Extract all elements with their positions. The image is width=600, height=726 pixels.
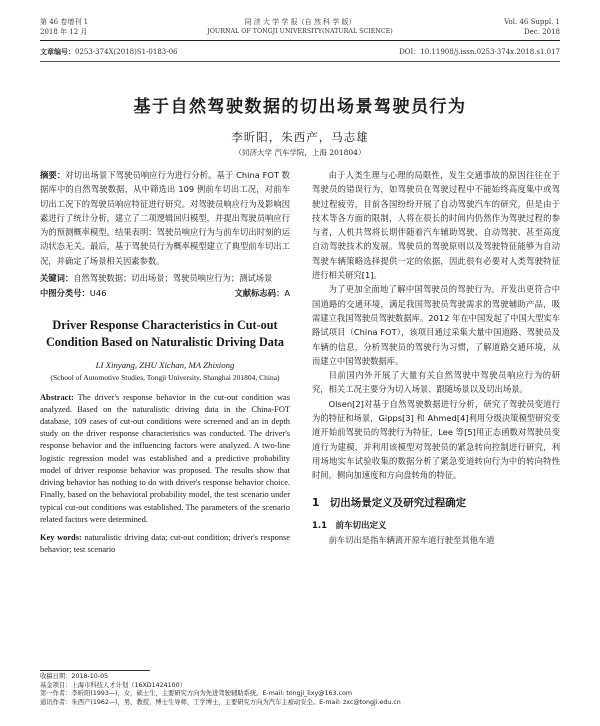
keywords-cn-label: 关键词： — [40, 273, 74, 284]
article-no: 0253-374X(2018)S1-0183-06 — [75, 48, 178, 56]
keywords-en-text: naturalistic driving data; cut-out condition; driver's response behavior; test scenario — [40, 532, 290, 555]
keywords-en — [40, 532, 290, 556]
clc-label: 中图分类号： — [40, 288, 90, 299]
journal-volume-en: Vol. 46 Suppl. 1 — [504, 18, 560, 26]
journal-date-en: Dec. 2018 — [524, 28, 560, 36]
body-paragraph-4: Olsen[2]对基于自然驾驶数据进行分析，研究了驾驶员变道行为的特征和场景，Gipps[3] 和 Ahmed[4]利用分级决策模型研究变道开始前驾驶员的驾驶行为特征，Lee 等[5]用正态函数对驾驶员变道行为建模，并利用该模型对驾驶员的紧急转向控制进行研究，利用场地实车试验收集的数据分析了紧急变道转向行为中的转向特性时间，侧向加速度和方向盘转角的特征。 — [312, 398, 560, 481]
meta-rule — [40, 61, 560, 62]
abstract-cn-text: 对切出场景下驾驶员响应行为进行分析。基于 China FOT 数据库中的自然驾驶数据，从中筛选出 109 例前车切出工况，对前车切出工况下的驾驶员响应特征进行研究。对驾驶员响应行为及影响因素进行了统计分析，建立了二项逻辑回归模型，并提出驾驶员响应行为的预测概率模型。结果表明：驾驶员响应行为与前车切出时刻的运动状态无关。最后，基于驾驶员行为概率模型建立了典型前车切出工况，并确定了场景相关因素参数。 — [40, 170, 290, 266]
clc-value: U46 — [89, 288, 107, 299]
keywords-cn — [40, 271, 290, 285]
keywords-cn-text: 自然驾驶数据；切出场景；驾驶员响应行为；测试场景 — [73, 273, 273, 284]
header-rule — [40, 40, 560, 41]
footnote-received: 收稿日期：2018-10-05 — [40, 673, 109, 680]
article-no-label: 文章编号： — [40, 48, 75, 56]
journal-name-cn: 同 济 大 学 学 报（自 然 科 学 版） — [244, 18, 356, 26]
footnote-author2: 通讯作者：朱西产(1962—)，男，教授，博士生导师，工学博士，主要研究方向为汽车主被动安全。E-mail: zxc@tongji.edu.cn — [40, 698, 401, 706]
section-1-title: 1 切出场景定义及研究过程确定 — [312, 496, 467, 509]
abstract-cn — [40, 168, 290, 268]
abstract-en-label: Abstract: — [40, 392, 74, 402]
keywords-en-label: Key words: — [40, 532, 82, 542]
body-paragraph-2: 为了更加全面地了解中国驾驶员的驾驶行为，开发出更符合中国道路的交通环境，满足我国驾驶员驾驶需求的驾驶辅助产品，吸需建立我国驾驶员驾驶数据库。2012 年在中国发起了中国大型实车路试项目（China FOT），该项目通过采集大量中国道路、驾驶员及车辆的信息，分析驾驶员的驾驶行为习惯，了解道路交通环境，从而建立中国驾驶数据库。 — [312, 284, 560, 366]
footnote-rule — [40, 670, 150, 671]
body-paragraph-3: 目前国内外开展了大量有关自然驾驶中驾驶员响应行为的研究，相关工况主要分为切入场景、跟随场景以及切出场景。 — [312, 370, 560, 395]
abstract-cn-label: 摘要： — [40, 170, 66, 180]
authors-cn: 李昕阳，朱西产，马志雄 — [231, 130, 369, 144]
section-1-1-text: 前车切出是指车辆离开原车道行驶至其他车道 — [328, 534, 495, 545]
abstract-en — [40, 392, 290, 526]
journal-volume: 第 46 卷增刊 1 — [40, 18, 89, 26]
clc — [40, 286, 106, 300]
authors-en: LI Xinyang, ZHU Xichan, MA Zhixiong — [95, 359, 235, 370]
doc-code — [235, 286, 290, 300]
doc-code-value: A — [284, 288, 290, 299]
journal-date: 2018 年 12 月 — [40, 28, 88, 36]
footnote-author1: 第一作者：李昕阳(1993—)，女，硕士生，主要研究方向为先进驾驶辅助系统。E-mail: tongji_lixy@163.com — [40, 690, 352, 698]
paper-title-en: Driver Response Characteristics in Cut-out Condition Based on Naturalistic Driving Data — [45, 317, 284, 349]
footnote-fund: 基金项目：上海市科技人才计划（16XD1424100） — [40, 681, 186, 689]
section-1-1-title: 1.1 前车切出定义 — [312, 520, 387, 531]
journal-name-en: JOURNAL OF TONGJI UNIVERSITY(NATURAL SCIENCE) — [207, 28, 393, 35]
doc-code-label: 文献标志码： — [234, 288, 285, 299]
paper-title-cn: 基于自然驾驶数据的切出场景驾驶员行为 — [133, 97, 467, 117]
abstract-en-text: The driver's response behavior in the cut-out condition was analyzed. Based on the naturalistic driving data in the China-FOT database, 109 cases of cut-out conditions were screened and an in depth study on the driver response characteristics was conducted. The driver's response behavior and the influencing factors were analyzed. A two-line logistic regression model was established and a predictive probability model of driver response behavior was proposed. The results show that driving behavior has nothing to do with driver's response behavior choice. Finally, based on the behavioral probability model, the test scenario under typical cut-out conditions was established. The parameters of the scenario related factors were determined. — [40, 392, 290, 524]
doi: DOI：10.11908/j.issn.0253-374x.2018.s1.017 — [399, 48, 560, 56]
affiliation-cn: （同济大学 汽车学院，上海 201804） — [234, 148, 366, 157]
body-paragraph-1: 由于人类生理与心理的局限性，发生交通事故的原因往往在于驾驶员的错误行为，如驾驶员在驾驶过程中不能始终高度集中或驾驶过程疲劳，目前各国纷纷开展了自动驾驶汽车的研究，但是由于技术等各方面的限制，人将在很长的时间内仍然作为驾驶过程的参与者，人机共驾将长期伴随着汽车辅助驾驶、自动驾驶、甚至高度自动驾驶技术的发展。驾驶员的驾驶原则以及驾驶特征能够为自动驾驶车辆策略选择提供一定的依据，因此很有必要对人类驾驶特征进行相关研究[1]。 — [312, 170, 560, 281]
affiliation-en: (School of Automotive Studies, Tongji University, Shanghai 201804, China) — [50, 372, 280, 382]
